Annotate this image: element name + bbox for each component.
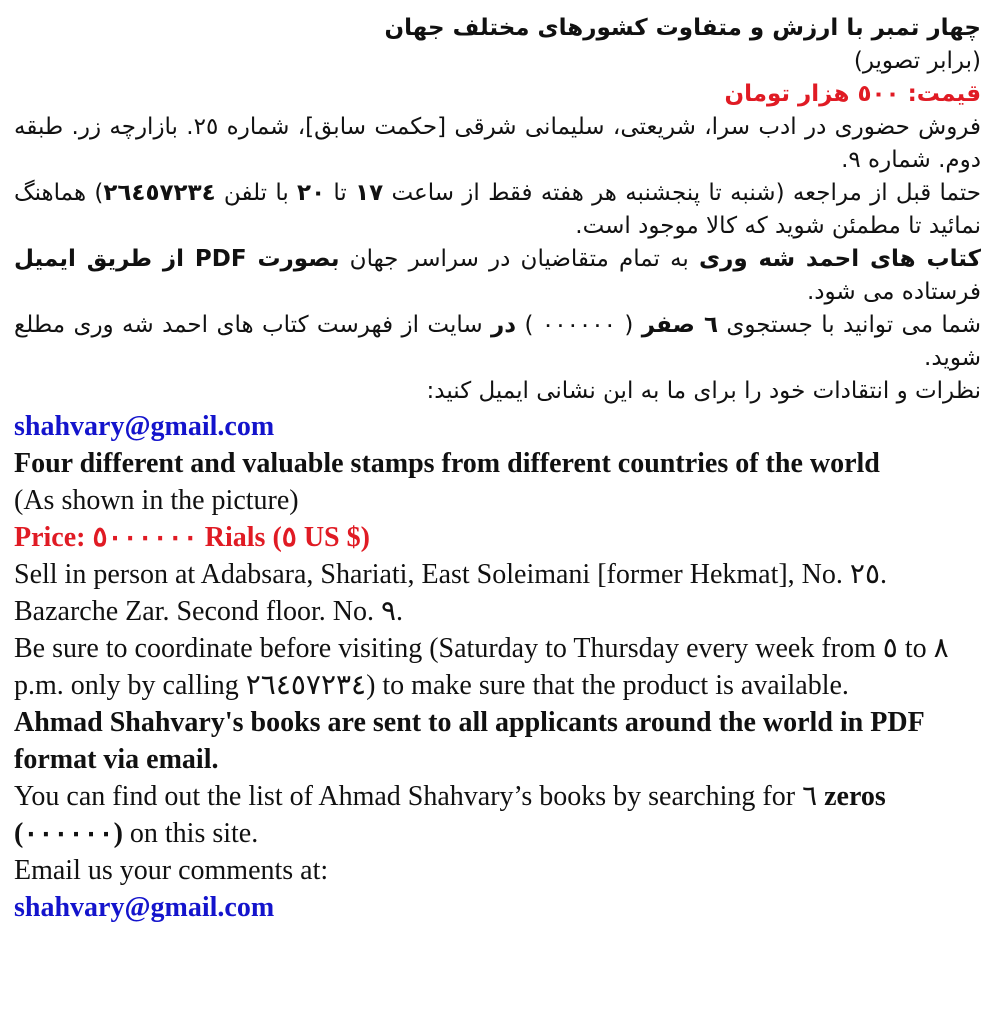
- en-call-first-text: Be sure to coordinate before visiting (Saturday to Thursday every week from ٥ to ٨ p.m. only by calling ٢٦٤٥٧٢٣٤) to make sure that the product is available.: [14, 633, 949, 701]
- en-search-zeros-text: zeros (٠٠٠٠٠٠): [14, 781, 886, 849]
- email-link-top-text: shahvary@gmail.com: [14, 411, 275, 442]
- fa-price: [14, 78, 981, 111]
- email-link-bottom-text: shahvary@gmail.com: [14, 892, 275, 923]
- en-search-zeros-text: You can find out the list of Ahmad Shahvary’s books by searching for ٦: [14, 781, 825, 812]
- fa-call-first-text: تا: [325, 180, 356, 206]
- en-books-pdf-text: Ahmad Shahvary's books are sent to all applicants around the world in PDF format via email.: [14, 707, 924, 775]
- en-search-zeros: [14, 778, 981, 852]
- en-email-cta-text: Email us your comments at:: [14, 855, 329, 886]
- fa-email-cta-text: نظرات و انتقادات خود را برای ما به این نشانی ایمیل کنید:: [426, 378, 981, 404]
- en-address-text: Sell in person at Adabsara, Shariati, East Soleimani [former Hekmat], No. ٢٥. Bazarche Zar. Second floor. No. ٩.: [14, 559, 887, 627]
- en-price-text: Price: ٥٠٠٠٠٠٠ Rials (٥ US $): [14, 522, 370, 553]
- fa-email-cta: [14, 375, 981, 408]
- fa-books-pdf: [14, 243, 981, 309]
- en-search-zeros-text: on this site.: [122, 818, 259, 849]
- fa-address: [14, 111, 981, 177]
- en-note-as-picture: [14, 482, 981, 519]
- email-link-top[interactable]: [14, 408, 981, 445]
- fa-title-text: چهار تمبر با ارزش و متفاوت کشورهای مختلف جهان: [384, 15, 981, 41]
- fa-search-zeros-text: سایت از فهرست کتاب های احمد شه وری مطلع شوید.: [14, 312, 981, 371]
- en-note-as-picture-text: (As shown in the picture): [14, 485, 299, 516]
- en-price: [14, 519, 981, 556]
- fa-address-text: فروش حضوری در ادب سرا، شریعتی، سلیمانی شرقی [حکمت سابق]، شماره ٢٥. بازارچه زر. طبقه دوم. شماره ٩.: [14, 114, 981, 173]
- email-link-bottom[interactable]: [14, 889, 981, 926]
- fa-title: [14, 12, 981, 45]
- en-books-pdf: [14, 704, 981, 778]
- fa-note-as-picture: [14, 45, 981, 78]
- en-heading-text: Four different and valuable stamps from different countries of the world: [14, 448, 880, 479]
- fa-call-first-text: ٢٦٤٥٧٢٣٤: [103, 180, 216, 206]
- en-address: [14, 556, 981, 630]
- fa-price-text: قیمت: ٥٠٠ هزار تومان: [724, 81, 981, 107]
- fa-books-pdf-text: فرستاده می شود.: [806, 279, 981, 305]
- en-heading: [14, 445, 981, 482]
- fa-search-zeros-text: شما می توانید با جستجوی: [718, 312, 981, 338]
- fa-books-pdf-text: کتاب های احمد شه وری: [699, 246, 981, 272]
- fa-call-first-text: ) هماهنگ نمائید تا مطمئن شوید که کالا موجود است.: [14, 180, 981, 239]
- fa-search-zeros-text: در: [491, 312, 517, 338]
- fa-search-zeros-text: ٦ صفر: [641, 312, 719, 338]
- fa-call-first-text: ١٧: [355, 180, 384, 206]
- fa-call-first: [14, 177, 981, 243]
- fa-note-as-picture-text: (برابر تصویر): [853, 48, 981, 74]
- en-email-cta: [14, 852, 981, 889]
- en-call-first: [14, 630, 981, 704]
- fa-books-pdf-text: به تمام متقاضیان در سراسر جهان: [339, 246, 700, 272]
- fa-search-zeros: [14, 309, 981, 375]
- fa-call-first-text: با تلفن: [215, 180, 298, 206]
- fa-call-first-text: ٢٠: [297, 180, 326, 206]
- fa-search-zeros-text: ( ٠٠٠٠٠٠ ): [516, 312, 642, 338]
- fa-books-pdf-text: بصورت PDF از طریق ایمیل: [14, 246, 340, 272]
- fa-call-first-text: حتما قبل از مراجعه (شنبه تا پنجشنبه هر هفته فقط از ساعت: [383, 180, 981, 206]
